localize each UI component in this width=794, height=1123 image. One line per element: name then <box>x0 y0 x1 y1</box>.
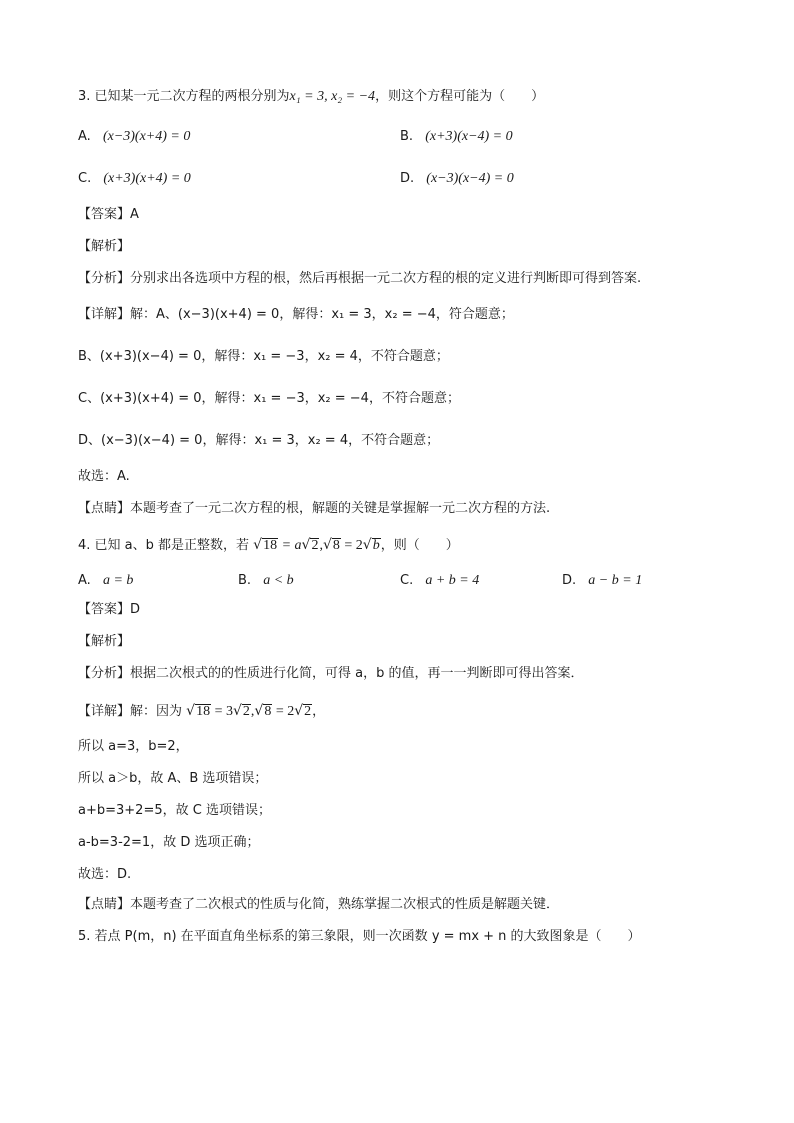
q3-option-a <box>78 128 190 146</box>
q4-line-3: a+b=3+2=5，故 C 选项错误； <box>78 803 271 818</box>
q4-detail-comma: , <box>250 704 255 719</box>
q4-stem-comma: , <box>319 538 323 553</box>
q3-choice: 故选：A. <box>78 469 130 484</box>
q4-detail-suffix: ， <box>312 704 326 719</box>
q3-dianjing: 【点睛】本题考查了一元二次方程的根，解题的关键是掌握解一元二次方程的方法. <box>78 501 551 516</box>
q3-detail-b: B、(x+3)(x−4) = 0，解得：x₁ = −3，x₂ = 4，不符合题意； <box>78 349 449 364</box>
q3-answer: 【答案】A <box>78 207 139 222</box>
q4-detail-eq-2: = 2 <box>272 704 295 719</box>
q3-fenxi: 【分析】分别求出各选项中方程的根，然后再根据一元二次方程的根的定义进行判断即可得到答案. <box>78 271 642 286</box>
q3-option-c-expr: (x+3)(x+4) = 0 <box>103 171 191 186</box>
q4-line-2: 所以 a＞b，故 A、B 选项错误； <box>78 771 268 786</box>
q3-stem <box>78 88 544 106</box>
q3-option-a-expr: (x−3)(x+4) = 0 <box>102 129 191 144</box>
q4-option-b-label: B. <box>238 573 252 588</box>
q4-stem-radicand-3: 8 <box>332 538 340 553</box>
q4-option-b <box>238 572 294 590</box>
q5-stem: 5. 若点 P(m，n) 在平面直角坐标系的第三象限，则一次函数 y = mx + n 的大致图象是（ ） <box>78 929 641 944</box>
q4-stem-prefix: 4. 已知 a、b 都是正整数，若 <box>78 538 250 553</box>
sqrt-icon: √ <box>301 537 311 553</box>
q3-option-d <box>400 170 514 188</box>
q4-option-c-label: C. <box>400 573 414 588</box>
q4-detail-radicand-3: 8 <box>264 704 272 719</box>
q3-detail-d: D、(x−3)(x−4) = 0，解得：x₁ = 3，x₂ = 4，不符合题意； <box>78 433 440 448</box>
q4-option-d <box>562 572 642 590</box>
sqrt-icon: √ <box>254 703 264 719</box>
q3-option-a-label: A. <box>78 129 91 144</box>
q4-detail-radicand-4: 2 <box>304 704 312 719</box>
q3-option-b-expr: (x+3)(x−4) = 0 <box>425 129 513 144</box>
q4-detail-radicand-1: 18 <box>196 704 211 719</box>
sqrt-icon: √ <box>294 703 304 719</box>
q3-stem-prefix: 3. 已知某一元二次方程的两根分别为 <box>78 89 290 104</box>
q4-line-5: 故选：D. <box>78 867 132 882</box>
q3-option-b <box>400 128 513 146</box>
q4-line-4: a-b=3-2=1，故 D 选项正确； <box>78 835 260 850</box>
sqrt-icon: √ <box>253 537 263 553</box>
q4-option-d-expr: a − b = 1 <box>588 573 643 588</box>
q4-fenxi: 【分析】根据二次根式的的性质进行化简，可得 a，b 的值，再一一判断即可得出答案． <box>78 666 584 681</box>
q3-stem-roots: x₁ = 3, x₂ = −4 <box>289 89 376 104</box>
q4-detail <box>78 702 325 721</box>
q4-dianjing: 【点睛】本题考查了二次根式的性质与化简，熟练掌握二次根式的性质是解题关键． <box>78 897 560 912</box>
q4-option-a-label: A. <box>78 573 91 588</box>
q3-stem-suffix: ，则这个方程可能为（ ） <box>375 89 545 104</box>
q4-stem-eq-1: = a <box>278 538 302 553</box>
q3-option-c <box>78 170 191 188</box>
q4-analysis-heading: 【解析】 <box>78 634 131 649</box>
q3-detail-a: 【详解】解：A、(x−3)(x+4) = 0，解得：x₁ = 3，x₂ = −4，符合题意； <box>78 307 514 322</box>
q4-stem-radicand-4: b <box>372 538 380 553</box>
q4-answer: 【答案】D <box>78 602 141 617</box>
q4-option-b-expr: a < b <box>263 573 294 588</box>
q3-option-b-label: B. <box>400 129 414 144</box>
q4-stem <box>78 536 459 555</box>
q4-detail-eq-1: = 3 <box>211 704 233 719</box>
q4-detail-radicand-2: 2 <box>242 704 250 719</box>
q3-analysis-heading: 【解析】 <box>78 239 131 254</box>
q3-option-c-label: C. <box>78 171 92 186</box>
q4-option-c-expr: a + b = 4 <box>425 573 480 588</box>
q4-detail-prefix: 【详解】解：因为 <box>78 704 183 719</box>
q4-stem-suffix: ，则（ ） <box>380 538 459 553</box>
sqrt-icon: √ <box>186 703 196 719</box>
q3-detail-c: C、(x+3)(x+4) = 0，解得：x₁ = −3，x₂ = −4，不符合题意； <box>78 391 460 406</box>
sqrt-icon: √ <box>322 537 332 553</box>
q4-option-a-expr: a = b <box>102 573 134 588</box>
q4-stem-radicand-2: 2 <box>311 538 319 553</box>
q4-stem-eq-2: = 2 <box>340 538 363 553</box>
q3-option-d-expr: (x−3)(x−4) = 0 <box>426 171 514 186</box>
q4-option-a <box>78 572 133 590</box>
q4-stem-radicand-1: 18 <box>263 538 278 553</box>
sqrt-icon: √ <box>232 703 242 719</box>
q3-option-d-label: D. <box>400 171 415 186</box>
sqrt-icon: √ <box>362 537 372 553</box>
q4-option-c <box>400 572 479 590</box>
q4-line-1: 所以 a=3，b=2， <box>78 739 189 754</box>
q4-option-d-label: D. <box>562 573 577 588</box>
